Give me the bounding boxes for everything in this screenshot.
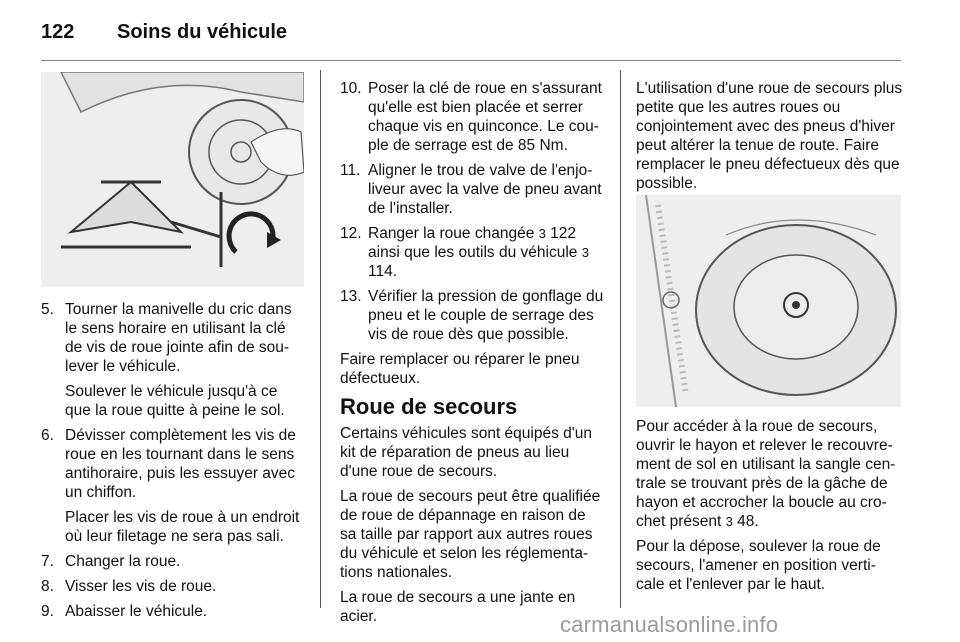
list-item — [340, 79, 605, 155]
list-item — [41, 426, 306, 546]
item-text: Vérifier la pression de gonflage du pneu et le couple de serrage des vis de roue dès que possible. — [368, 288, 604, 343]
list-item — [340, 161, 605, 218]
item-text: Visser les vis de roue. — [65, 578, 217, 595]
paragraph: La roue de secours a une jante en acier. — [340, 589, 576, 625]
item-number: 10. — [340, 80, 362, 97]
list-item — [340, 287, 605, 344]
paragraph: Certains véhicules sont équipés d'un kit de réparation de pneus au lieu d'une roue de secours. — [340, 425, 592, 480]
page-reference-arrow-icon: 3 — [581, 245, 589, 260]
item-subtext: Soulever le véhicule jusqu'à ce que la roue quitte à peine le sol. — [65, 383, 285, 419]
page-reference-link[interactable]: 114 — [368, 263, 393, 280]
header-rule — [41, 60, 901, 61]
item-text: Aligner le trou de valve de l'enjo-liveur avec la valve de pneu avant de l'installer. — [368, 162, 602, 217]
steps-list-2 — [340, 79, 605, 344]
item-number: 11. — [340, 162, 361, 179]
item-text: ainsi que les outils du véhicule — [368, 244, 582, 261]
item-text: Abaisser le véhicule. — [65, 603, 208, 620]
item-number: 12. — [340, 225, 362, 242]
column-3-lower — [636, 417, 904, 600]
list-item — [41, 602, 306, 621]
watermark: carmanualsonline.info — [560, 612, 779, 637]
paragraph: La roue de secours peut être qualifiée de roue de dépannage en raison de sa taille par rapport aux autres roues du véhicule et selon les réglementa-tions nationales. — [340, 488, 601, 581]
jack-drawing-icon — [41, 72, 304, 287]
item-number: 6. — [41, 427, 54, 444]
page-reference-link[interactable]: 48 — [737, 513, 755, 530]
item-text: Changer la roue. — [65, 553, 181, 570]
page-title: Soins du véhicule — [117, 21, 288, 43]
item-number: 7. — [41, 553, 54, 570]
column-divider-1 — [320, 70, 321, 608]
item-text: Poser la clé de roue en s'assurant qu'elle est bien placée et serrer chaque vis en quinconce. Le cou-ple de serrage est de 85 Nm. — [368, 80, 602, 154]
spare-wheel-illustration — [636, 195, 901, 407]
item-text: Dévisser complètement les vis de roue en les tournant dans le sens antihoraire, puis les essuyer avec un chiffon. — [65, 427, 296, 501]
item-number: 8. — [41, 578, 54, 595]
list-item — [41, 552, 306, 571]
item-number: 9. — [41, 603, 54, 620]
list-item — [41, 577, 306, 596]
column-2 — [340, 79, 605, 632]
column-3 — [636, 79, 904, 199]
item-text: Tourner la manivelle du cric dans le sens horaire en utilisant la clé de vis de roue jointe afin de sou-lever le véhicule. — [65, 301, 292, 375]
list-item — [340, 224, 605, 281]
page-number: 122 — [41, 21, 75, 43]
page-reference-arrow-icon: 3 — [538, 226, 546, 241]
page-reference-arrow-icon: 3 — [725, 514, 733, 529]
spare-wheel-drawing-icon — [636, 195, 901, 407]
item-number: 13. — [340, 288, 362, 305]
item-subtext: Placer les vis de roue à un endroit où leur filetage ne sera pas sali. — [65, 509, 300, 545]
section-heading: Roue de secours — [340, 394, 518, 419]
paragraph: Pour la dépose, soulever la roue de secours, l'amener en position verti-cale et l'enlever par le haut. — [636, 538, 881, 593]
list-item — [41, 300, 306, 420]
column-divider-2 — [620, 70, 621, 608]
steps-list-1 — [41, 300, 306, 621]
item-number: 5. — [41, 301, 54, 318]
jack-illustration — [41, 72, 304, 287]
item-text: Ranger la roue changée — [368, 225, 539, 242]
paragraph: Pour accéder à la roue de secours, ouvrir le hayon et relever le recouvre-ment de sol en utilisant la sangle cen-trale se trouvant près de la gâche de hayon et accrocher la boucle au cro-chet présent 3 48. — [636, 418, 896, 530]
column-1 — [41, 300, 306, 627]
page-reference-link[interactable]: 122 — [550, 225, 577, 242]
paragraph: Faire remplacer ou réparer le pneu défectueux. — [340, 351, 580, 387]
item-text: . — [392, 263, 398, 280]
paragraph: L'utilisation d'une roue de secours plus petite que les autres roues ou conjointement avec des pneus d'hiver peut altérer la tenue de route. Faire remplacer le pneu défectueux dès que possible. — [636, 80, 903, 192]
